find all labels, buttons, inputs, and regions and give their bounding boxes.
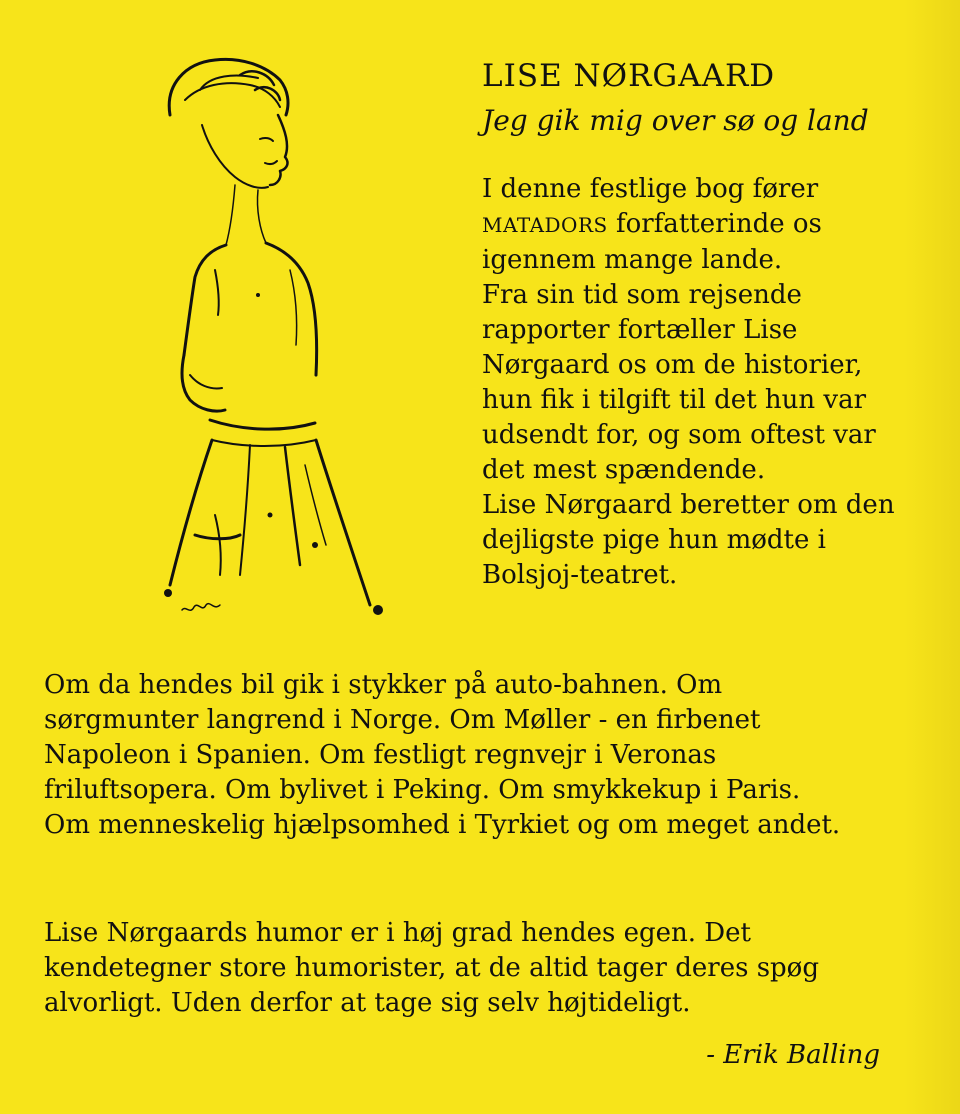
blurb-line: Nørgaard os om de historier,	[482, 350, 863, 380]
quote-line: alvorligt. Uden derfor at tage sig selv højtideligt.	[44, 988, 691, 1018]
book-author-title: LISE NØRGAARD	[482, 58, 776, 94]
body-line: Napoleon i Spanien. Om festligt regnvejr i Veronas	[44, 740, 717, 770]
body-paragraph	[44, 668, 924, 843]
blurb-line: det mest spændende.	[482, 455, 766, 485]
blurb-line: hun fik i tilgift til det hun var	[482, 385, 867, 415]
body-line: friluftsopera. Om bylivet i Peking. Om smykkekup i Paris.	[44, 775, 801, 805]
blurb-line: I denne festlige bog fører	[482, 174, 819, 204]
blurb-line: Lise Nørgaard beretter om den	[482, 490, 895, 520]
blurb-line: dejligste pige hun mødte i	[482, 525, 826, 555]
blurb-line: Bolsjoj-teatret.	[482, 560, 678, 590]
blurb-line: rapporter fortæller Lise	[482, 315, 798, 345]
quote-paragraph	[44, 916, 924, 1021]
body-line: Om menneskelig hjælpsomhed i Tyrkiet og om meget andet.	[44, 810, 841, 840]
blurb-smallcaps-word: MATADORS	[482, 213, 608, 237]
blurb-line: udsendt for, og som oftest var	[482, 420, 876, 450]
quote-attribution: - Erik Balling	[706, 1040, 880, 1070]
body-line: Om da hendes bil gik i stykker på auto-bahnen. Om	[44, 670, 723, 700]
blurb-line: Fra sin tid som rejsende	[482, 280, 802, 310]
quote-line: kendetegner store humorister, at de altid tager deres spøg	[44, 953, 819, 983]
blurb-line-rest: forfatterinde os	[607, 209, 822, 239]
book-subtitle: Jeg gik mig over sø og land	[482, 104, 869, 137]
blurb-line	[482, 207, 922, 243]
blurb-paragraph	[482, 172, 922, 593]
blurb-line: igennem mange lande.	[482, 245, 783, 275]
body-line: sørgmunter langrend i Norge. Om Møller - en firbenet	[44, 705, 761, 735]
quote-line: Lise Nørgaards humor er i høj grad hendes egen. Det	[44, 918, 751, 948]
woman-sketch-icon	[140, 45, 400, 635]
